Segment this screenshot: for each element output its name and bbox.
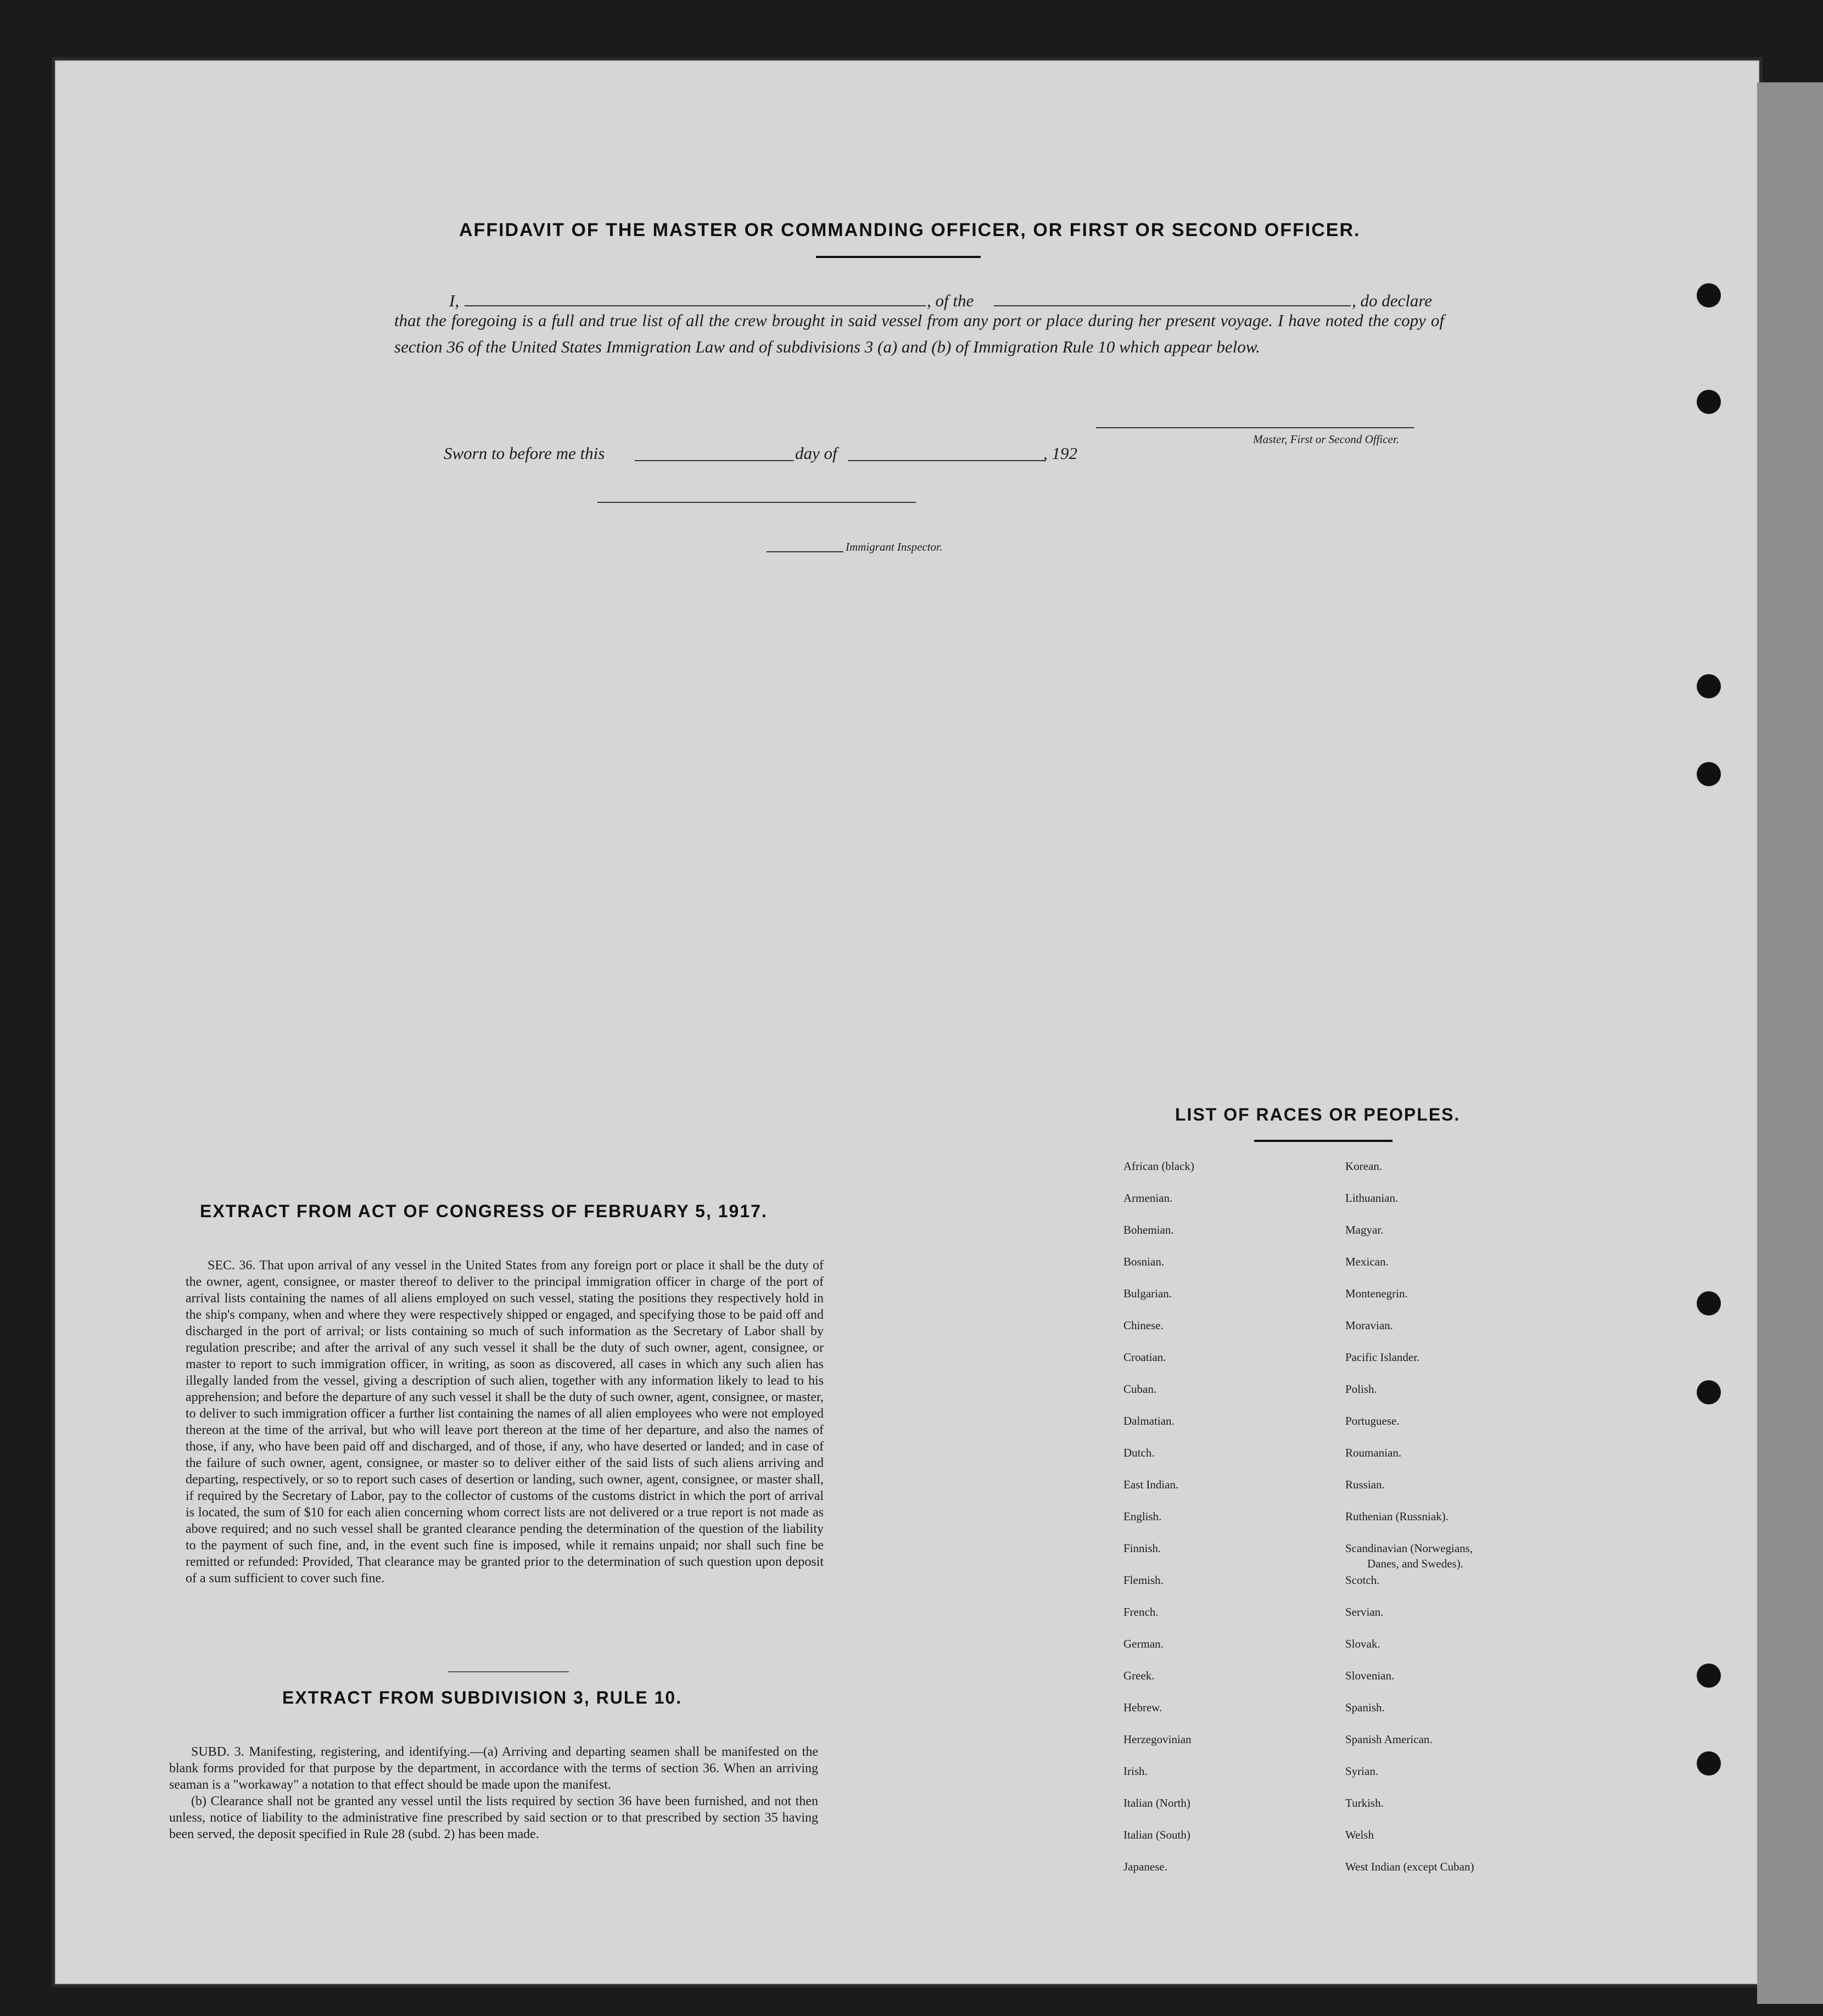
race-left-item: French. xyxy=(1123,1605,1159,1619)
underlying-page-edge xyxy=(1757,82,1823,2004)
race-right-item: Pacific Islander. xyxy=(1345,1351,1420,1364)
name-blank[interactable] xyxy=(465,305,926,306)
affidavit-title-underline xyxy=(816,256,981,258)
binder-hole xyxy=(1697,1291,1721,1315)
binder-hole xyxy=(1697,1380,1721,1404)
binder-hole xyxy=(1697,1664,1721,1688)
race-right-item: Turkish. xyxy=(1345,1796,1384,1810)
vessel-blank[interactable] xyxy=(994,305,1351,306)
sworn-text: Sworn to before me this xyxy=(444,444,605,463)
inspector-label: Immigrant Inspector. xyxy=(846,540,943,553)
race-right-item: Danes, and Swedes). xyxy=(1367,1557,1463,1570)
race-left-item: Dutch. xyxy=(1123,1446,1155,1459)
affidavit-of-the: , of the xyxy=(927,291,974,310)
race-right-item: Servian. xyxy=(1345,1605,1384,1619)
signature-label: Master, First or Second Officer. xyxy=(1253,433,1399,446)
sworn-year: , 192 xyxy=(1043,444,1077,463)
race-right-item: Ruthenian (Russniak). xyxy=(1345,1510,1449,1523)
rule-extract-underline xyxy=(448,1671,569,1672)
race-left-item: Herzegovinian xyxy=(1123,1733,1192,1746)
race-left-item: Bohemian. xyxy=(1123,1223,1174,1236)
race-left-item: Croatian. xyxy=(1123,1351,1166,1364)
binder-hole xyxy=(1697,283,1721,307)
race-right-item: Korean. xyxy=(1345,1160,1383,1173)
race-left-item: Cuban. xyxy=(1123,1382,1157,1396)
race-left-item: Flemish. xyxy=(1123,1573,1164,1587)
race-right-item: West Indian (except Cuban) xyxy=(1345,1860,1474,1873)
race-left-item: Japanese. xyxy=(1123,1860,1167,1873)
race-left-item: East Indian. xyxy=(1123,1478,1179,1491)
race-right-item: Scandinavian (Norwegians, xyxy=(1345,1542,1473,1555)
sworn-day-of: day of xyxy=(795,444,837,463)
race-left-item: German. xyxy=(1123,1637,1164,1650)
race-left-item: Armenian. xyxy=(1123,1191,1173,1205)
race-right-item: Portuguese. xyxy=(1345,1414,1400,1427)
races-title: LIST OF RACES OR PEOPLES. xyxy=(1175,1105,1461,1124)
race-left-item: Bulgarian. xyxy=(1123,1287,1172,1300)
race-left-item: African (black) xyxy=(1123,1160,1194,1173)
race-right-item: Spanish. xyxy=(1345,1701,1385,1714)
race-right-item: Slovenian. xyxy=(1345,1669,1395,1682)
signature-blank[interactable] xyxy=(1096,427,1414,428)
race-right-item: Roumanian. xyxy=(1345,1446,1402,1459)
race-left-item: Italian (South) xyxy=(1123,1828,1190,1841)
affidavit-do-declare: , do declare xyxy=(1352,291,1433,310)
race-left-item: Finnish. xyxy=(1123,1542,1161,1555)
race-right-item: Spanish American. xyxy=(1345,1733,1433,1746)
binder-hole xyxy=(1697,390,1721,414)
race-right-item: Scotch. xyxy=(1345,1573,1380,1587)
race-left-item: Chinese. xyxy=(1123,1319,1164,1332)
race-left-item: Italian (North) xyxy=(1123,1796,1190,1810)
races-title-underline xyxy=(1254,1140,1393,1142)
subd-3-para-a: SUBD. 3. Manifesting, registering, and identifying.—(a) Arriving and departing seamen shall be manifested on the blank forms provided for that purpose by the department, in accordance with the terms of section 36. When an arriving seaman is a "workaway" a notation to that effect should be made upon the manifest. xyxy=(169,1745,818,1792)
inspector-short-blank[interactable] xyxy=(767,551,843,552)
race-right-item: Magyar. xyxy=(1345,1223,1384,1236)
rule-extract-title: EXTRACT FROM SUBDIVISION 3, RULE 10. xyxy=(282,1688,683,1707)
act-extract-title: EXTRACT FROM ACT OF CONGRESS OF FEBRUARY 5, 1917. xyxy=(200,1201,768,1221)
inspector-signature-blank[interactable] xyxy=(597,502,916,503)
affidavit-title: AFFIDAVIT OF THE MASTER OR COMMANDING OFFICER, OR FIRST OR SECOND OFFICER. xyxy=(459,220,1361,240)
affidavit-i: I, xyxy=(449,291,460,310)
binder-hole xyxy=(1697,762,1721,786)
race-right-item: Moravian. xyxy=(1345,1319,1393,1332)
race-left-item: Irish. xyxy=(1123,1765,1148,1778)
race-left-item: English. xyxy=(1123,1510,1162,1523)
race-right-item: Slovak. xyxy=(1345,1637,1380,1650)
binder-hole xyxy=(1697,674,1721,698)
race-right-item: Montenegrin. xyxy=(1345,1287,1408,1300)
act-extract-text xyxy=(186,1257,824,1587)
race-left-item: Hebrew. xyxy=(1123,1701,1162,1714)
race-right-item: Russian. xyxy=(1345,1478,1385,1491)
section-36-text: SEC. 36. That upon arrival of any vessel in the United States from any foreign port or place it shall be the duty of the owner, agent, consignee, or master thereof to deliver to the principal immigration officer in charge of the port of arrival lists containing the names of all aliens employed on such vessel, stating the positions they respectively hold in the ship's company, when and where they were respectively shipped or engaged, and specifying those to be paid off and discharged in the port of arrival; or lists containing so much of such information as the Secretary of Labor shall by regulation prescribe; and after the arrival of any such vessel it shall be the duty of such owner, agent, consignee, or master to report to such immigration officer, in writing, as soon as discovered, all cases in which any such alien has illegally landed from the vessel, giving a description of such alien, together with any information likely to lead to his apprehension; and before the departure of any such vessel it shall be the duty of such owner, agent, consignee, or master, to deliver to such immigration officer a further list containing the names of all alien employees who were not employed thereon at the time of the arrival, but who will leave port thereon at the time of her departure, and also the names of those, if any, who have been paid off and discharged, and of those, if any, who have deserted or landed; and in case of the failure of such owner, agent, consignee, or master so to deliver either of the said lists of such aliens arriving and departing, respectively, or so to report such cases of desertion or landing, such owner, agent, consignee, or master shall, if required by the Secretary of Labor, pay to the collector of customs of the customs district in which the port of arrival is located, the sum of $10 for each alien concerning whom correct lists are not delivered or a true report is not made as above required; and no such vessel shall be granted clearance pending the determination of the question of the liability to the payment of such fine, and, in the event such fine is imposed, while it remains unpaid; nor shall such fine be remitted or refunded: Provided, That clearance may be granted prior to the determination of such question upon deposit of a sum sufficient to cover such fine. xyxy=(186,1258,824,1586)
race-left-item: Greek. xyxy=(1123,1669,1155,1682)
sworn-month-blank[interactable] xyxy=(848,460,1045,461)
race-right-item: Polish. xyxy=(1345,1382,1377,1396)
race-right-item: Mexican. xyxy=(1345,1255,1389,1268)
binder-hole xyxy=(1697,1751,1721,1776)
race-left-item: Dalmatian. xyxy=(1123,1414,1175,1427)
race-right-item: Lithuanian. xyxy=(1345,1191,1399,1205)
race-right-item: Syrian. xyxy=(1345,1765,1379,1778)
rule-extract-text xyxy=(169,1744,818,1843)
affidavit-paragraph: that the foregoing is a full and true list of all the crew brought in said vessel from any port or place during her present voyage. I have noted the copy of section 36 of the United States Immigration Law and of subdivisions 3 (a) and (b) of Immigration Rule 10 which appear below. xyxy=(394,311,1444,356)
subd-3-para-b: (b) Clearance shall not be granted any vessel until the lists required by section 36 have been furnished, and not then unless, notice of liability to the administrative fine prescribed by said section or to that prescribed by section 35 having been served, the deposit specified in Rule 28 (subd. 2) has been made. xyxy=(169,1794,818,1841)
race-right-item: Welsh xyxy=(1345,1828,1374,1841)
sworn-day-blank[interactable] xyxy=(635,460,794,461)
race-left-item: Bosnian. xyxy=(1123,1255,1165,1268)
